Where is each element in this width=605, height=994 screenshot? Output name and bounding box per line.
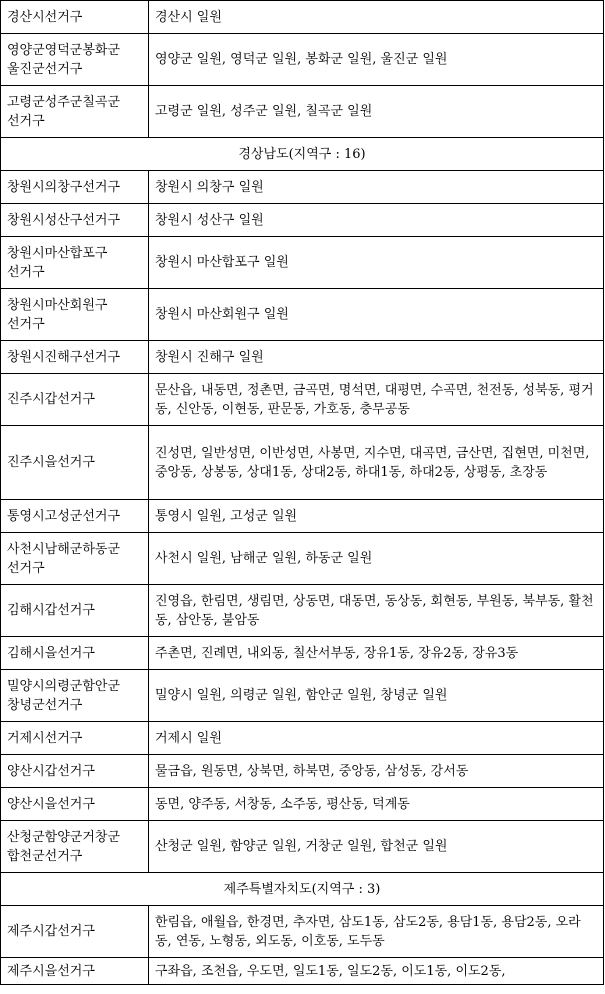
region-heading-row [1, 138, 604, 171]
district-row [1, 637, 604, 670]
district-area: 동면, 양주동, 서창동, 소주동, 평산동, 덕계동 [149, 788, 604, 821]
district-name-line: 선거구 [7, 113, 45, 129]
district-name-line: 밀양시의령군함안군 [7, 678, 121, 694]
district-name-line: 제주시을선거구 [7, 963, 95, 979]
district-area: 문산읍, 내동면, 정촌면, 금곡면, 명석면, 대평면, 수곡면, 천전동, 성북동, 평거동, 신안동, 이현동, 판문동, 가호동, 충무공동 [149, 374, 604, 426]
district-name-line: 경산시선거구 [7, 9, 83, 25]
district-name-line: 사천시남해군하동군 [7, 541, 121, 557]
district-name [1, 204, 149, 237]
district-name [1, 171, 149, 204]
district-name [1, 637, 149, 670]
district-name [1, 289, 149, 341]
district-name-line: 산청군함양군거창군 [7, 829, 121, 845]
district-area: 구좌읍, 조천읍, 우도면, 일도1동, 일도2동, 이도1동, 이도2동, [149, 958, 604, 985]
district-name-line: 양산시을선거구 [7, 796, 95, 812]
district-area: 고령군 일원, 성주군 일원, 칠곡군 일원 [149, 86, 604, 138]
district-row [1, 500, 604, 533]
district-row [1, 722, 604, 755]
district-name [1, 34, 149, 86]
district-name-line: 창원시마산회원구 [7, 297, 108, 313]
district-area: 주촌면, 진례면, 내외동, 칠산서부동, 장유1동, 장유2동, 장유3동 [149, 637, 604, 670]
district-name-line: 선거구 [7, 316, 45, 332]
district-area: 물금읍, 원동면, 상북면, 하북면, 중앙동, 삼성동, 강서동 [149, 755, 604, 788]
district-name-line: 선거구 [7, 264, 45, 280]
district-name-line: 제주시갑선거구 [7, 924, 95, 939]
region-heading: 제주특별자치도(지역구 : 3) [1, 873, 604, 906]
district-name-line: 합천군선거구 [7, 848, 83, 864]
district-name [1, 958, 149, 985]
district-area: 사천시 일원, 남해군 일원, 하동군 일원 [149, 533, 604, 585]
district-name-line: 선거구 [7, 560, 45, 576]
district-row [1, 1, 604, 34]
district-row [1, 86, 604, 138]
region-heading-row [1, 873, 604, 906]
district-row [1, 171, 604, 204]
district-name [1, 585, 149, 637]
district-name-line: 창녕군선거구 [7, 697, 83, 713]
district-name [1, 670, 149, 722]
district-row [1, 237, 604, 289]
district-area: 창원시 의창구 일원 [149, 171, 604, 204]
district-name-line: 거제시선거구 [7, 730, 83, 746]
region-heading: 경상남도(지역구 : 16) [1, 138, 604, 171]
district-name-line: 김해시갑선거구 [7, 603, 95, 618]
district-row [1, 374, 604, 426]
district-name-line: 양산시갑선거구 [7, 763, 95, 779]
district-area: 영양군 일원, 영덕군 일원, 봉화군 일원, 울진군 일원 [149, 34, 604, 86]
district-area: 산청군 일원, 함양군 일원, 거창군 일원, 합천군 일원 [149, 821, 604, 873]
district-area: 밀양시 일원, 의령군 일원, 함안군 일원, 창녕군 일원 [149, 670, 604, 722]
district-area: 창원시 성산구 일원 [149, 204, 604, 237]
district-name-line: 영양군영덕군봉화군 [7, 42, 121, 58]
district-name-line: 창원시성산구선거구 [7, 212, 121, 228]
district-name [1, 1, 149, 34]
district-row [1, 670, 604, 722]
district-area: 거제시 일원 [149, 722, 604, 755]
district-row [1, 906, 604, 958]
district-name-line: 울진군선거구 [7, 61, 83, 77]
district-table-body [1, 1, 604, 985]
district-area: 경산시 일원 [149, 1, 604, 34]
district-row [1, 341, 604, 374]
district-name [1, 722, 149, 755]
district-name [1, 533, 149, 585]
district-row [1, 204, 604, 237]
district-name [1, 755, 149, 788]
district-name-line: 진주시을선거구 [7, 455, 95, 470]
district-name [1, 374, 149, 426]
district-name-line: 김해시을선거구 [7, 645, 95, 661]
district-area: 한림읍, 애월읍, 한경면, 추자면, 삼도1동, 삼도2동, 용담1동, 용담2동, 오라동, 연동, 노형동, 외도동, 이호동, 도두동 [149, 906, 604, 958]
district-name [1, 821, 149, 873]
district-row [1, 585, 604, 637]
district-area: 진영읍, 한림면, 생림면, 상동면, 대동면, 동상동, 회현동, 부원동, 북부동, 활천동, 삼안동, 불암동 [149, 585, 604, 637]
district-name-line: 창원시의창구선거구 [7, 179, 121, 195]
district-name [1, 906, 149, 958]
district-name-line: 진주시갑선거구 [7, 392, 95, 407]
district-area: 진성면, 일반성면, 이반성면, 사봉면, 지수면, 대곡면, 금산면, 집현면, 미천면, 중앙동, 상봉동, 상대1동, 상대2동, 하대1동, 하대2동, 상평동, 초장동 [149, 426, 604, 500]
district-row [1, 958, 604, 985]
district-row [1, 34, 604, 86]
district-area: 창원시 진해구 일원 [149, 341, 604, 374]
district-name-line: 고령군성주군칠곡군 [7, 94, 121, 110]
district-area: 창원시 마산회원구 일원 [149, 289, 604, 341]
district-row [1, 533, 604, 585]
district-name [1, 341, 149, 374]
district-name [1, 86, 149, 138]
district-name-line: 창원시마산합포구 [7, 245, 108, 261]
district-area: 통영시 일원, 고성군 일원 [149, 500, 604, 533]
district-name [1, 788, 149, 821]
district-row [1, 788, 604, 821]
district-name-line: 창원시진해구선거구 [7, 349, 121, 365]
district-name [1, 500, 149, 533]
district-row [1, 755, 604, 788]
district-name [1, 426, 149, 500]
district-name-line: 통영시고성군선거구 [7, 508, 121, 524]
district-name [1, 237, 149, 289]
district-row [1, 426, 604, 500]
district-area: 창원시 마산합포구 일원 [149, 237, 604, 289]
district-row [1, 289, 604, 341]
district-row [1, 821, 604, 873]
